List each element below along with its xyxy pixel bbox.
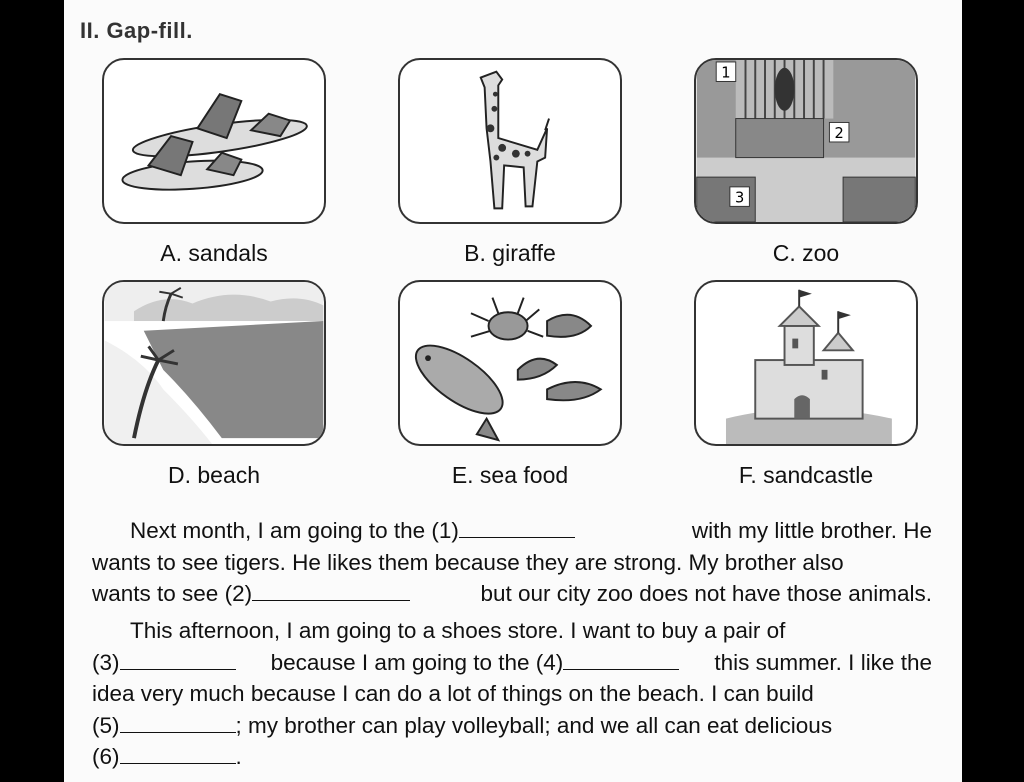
picture-beach xyxy=(102,280,326,446)
p2-line2-start: (3) xyxy=(92,649,120,675)
zoo-label-1: 1 xyxy=(721,64,731,82)
beach-illustration xyxy=(104,282,324,444)
blank-6[interactable] xyxy=(120,743,236,764)
picture-sea-food xyxy=(398,280,622,446)
picture-giraffe xyxy=(398,58,622,224)
p2-line1 xyxy=(92,615,932,647)
caption-sandcastle: F. sandcastle xyxy=(738,462,874,488)
zoo-label-2: 2 xyxy=(834,125,844,143)
caption-beach: D. beach xyxy=(167,462,261,488)
p2-line4-mid: ; my brother can play volleyball; and we all can eat delicious xyxy=(235,712,833,738)
p2-line4 xyxy=(92,710,932,742)
worksheet xyxy=(64,0,962,782)
p2-line1-text: This afternoon, I am going to a shoes store. I want to buy a pair of xyxy=(130,618,786,643)
p2-line3 xyxy=(92,678,932,710)
p1-line3 xyxy=(92,578,932,610)
picture-sandcastle xyxy=(694,280,918,446)
zoo-label-3: 3 xyxy=(734,189,745,207)
p2-line5-end: . xyxy=(235,744,242,769)
p1-line2-text: wants to see tigers. He likes them because they are strong. My brother also xyxy=(92,549,844,575)
passage-paragraph-1 xyxy=(92,515,932,610)
caption-giraffe: B. giraffe xyxy=(464,240,556,266)
sandcastle-illustration xyxy=(696,282,916,444)
p1-line3-start: wants to see (2) xyxy=(92,581,253,606)
caption-zoo: C. zoo xyxy=(772,240,840,266)
p2-line2-mid: because I am going to the (4) xyxy=(270,649,564,675)
p1-line2 xyxy=(92,547,932,579)
passage-paragraph-2 xyxy=(92,615,932,773)
p1-line1-end: with my little brother. He xyxy=(691,518,932,543)
p2-line5-start: (6) xyxy=(92,744,120,769)
giraffe-illustration xyxy=(400,60,620,222)
blank-3[interactable] xyxy=(120,649,236,670)
p2-line5 xyxy=(92,741,932,773)
sandals-illustration xyxy=(104,60,324,222)
p2-line2 xyxy=(92,647,932,679)
zoo-illustration xyxy=(696,60,916,222)
seafood-illustration xyxy=(400,282,620,444)
section-title: II. Gap-fill. xyxy=(80,18,193,43)
p2-line3-text: idea very much because I can do a lot of things on the beach. I can build xyxy=(92,681,814,706)
blank-5[interactable] xyxy=(120,712,236,733)
picture-zoo xyxy=(694,58,918,224)
p2-line2-end: this summer. I like the xyxy=(714,649,932,675)
p2-line4-start: (5) xyxy=(92,712,120,738)
blank-1[interactable] xyxy=(459,517,575,538)
blank-2[interactable] xyxy=(252,580,410,601)
caption-sandals: A. sandals xyxy=(160,240,268,266)
blank-4[interactable] xyxy=(563,649,679,670)
p1-line1-start: Next month, I am going to the (1) xyxy=(130,518,459,543)
caption-sea-food: E. sea food xyxy=(451,462,569,488)
p1-line3-end: but our city zoo does not have those animals. xyxy=(480,581,932,606)
picture-sandals xyxy=(102,58,326,224)
